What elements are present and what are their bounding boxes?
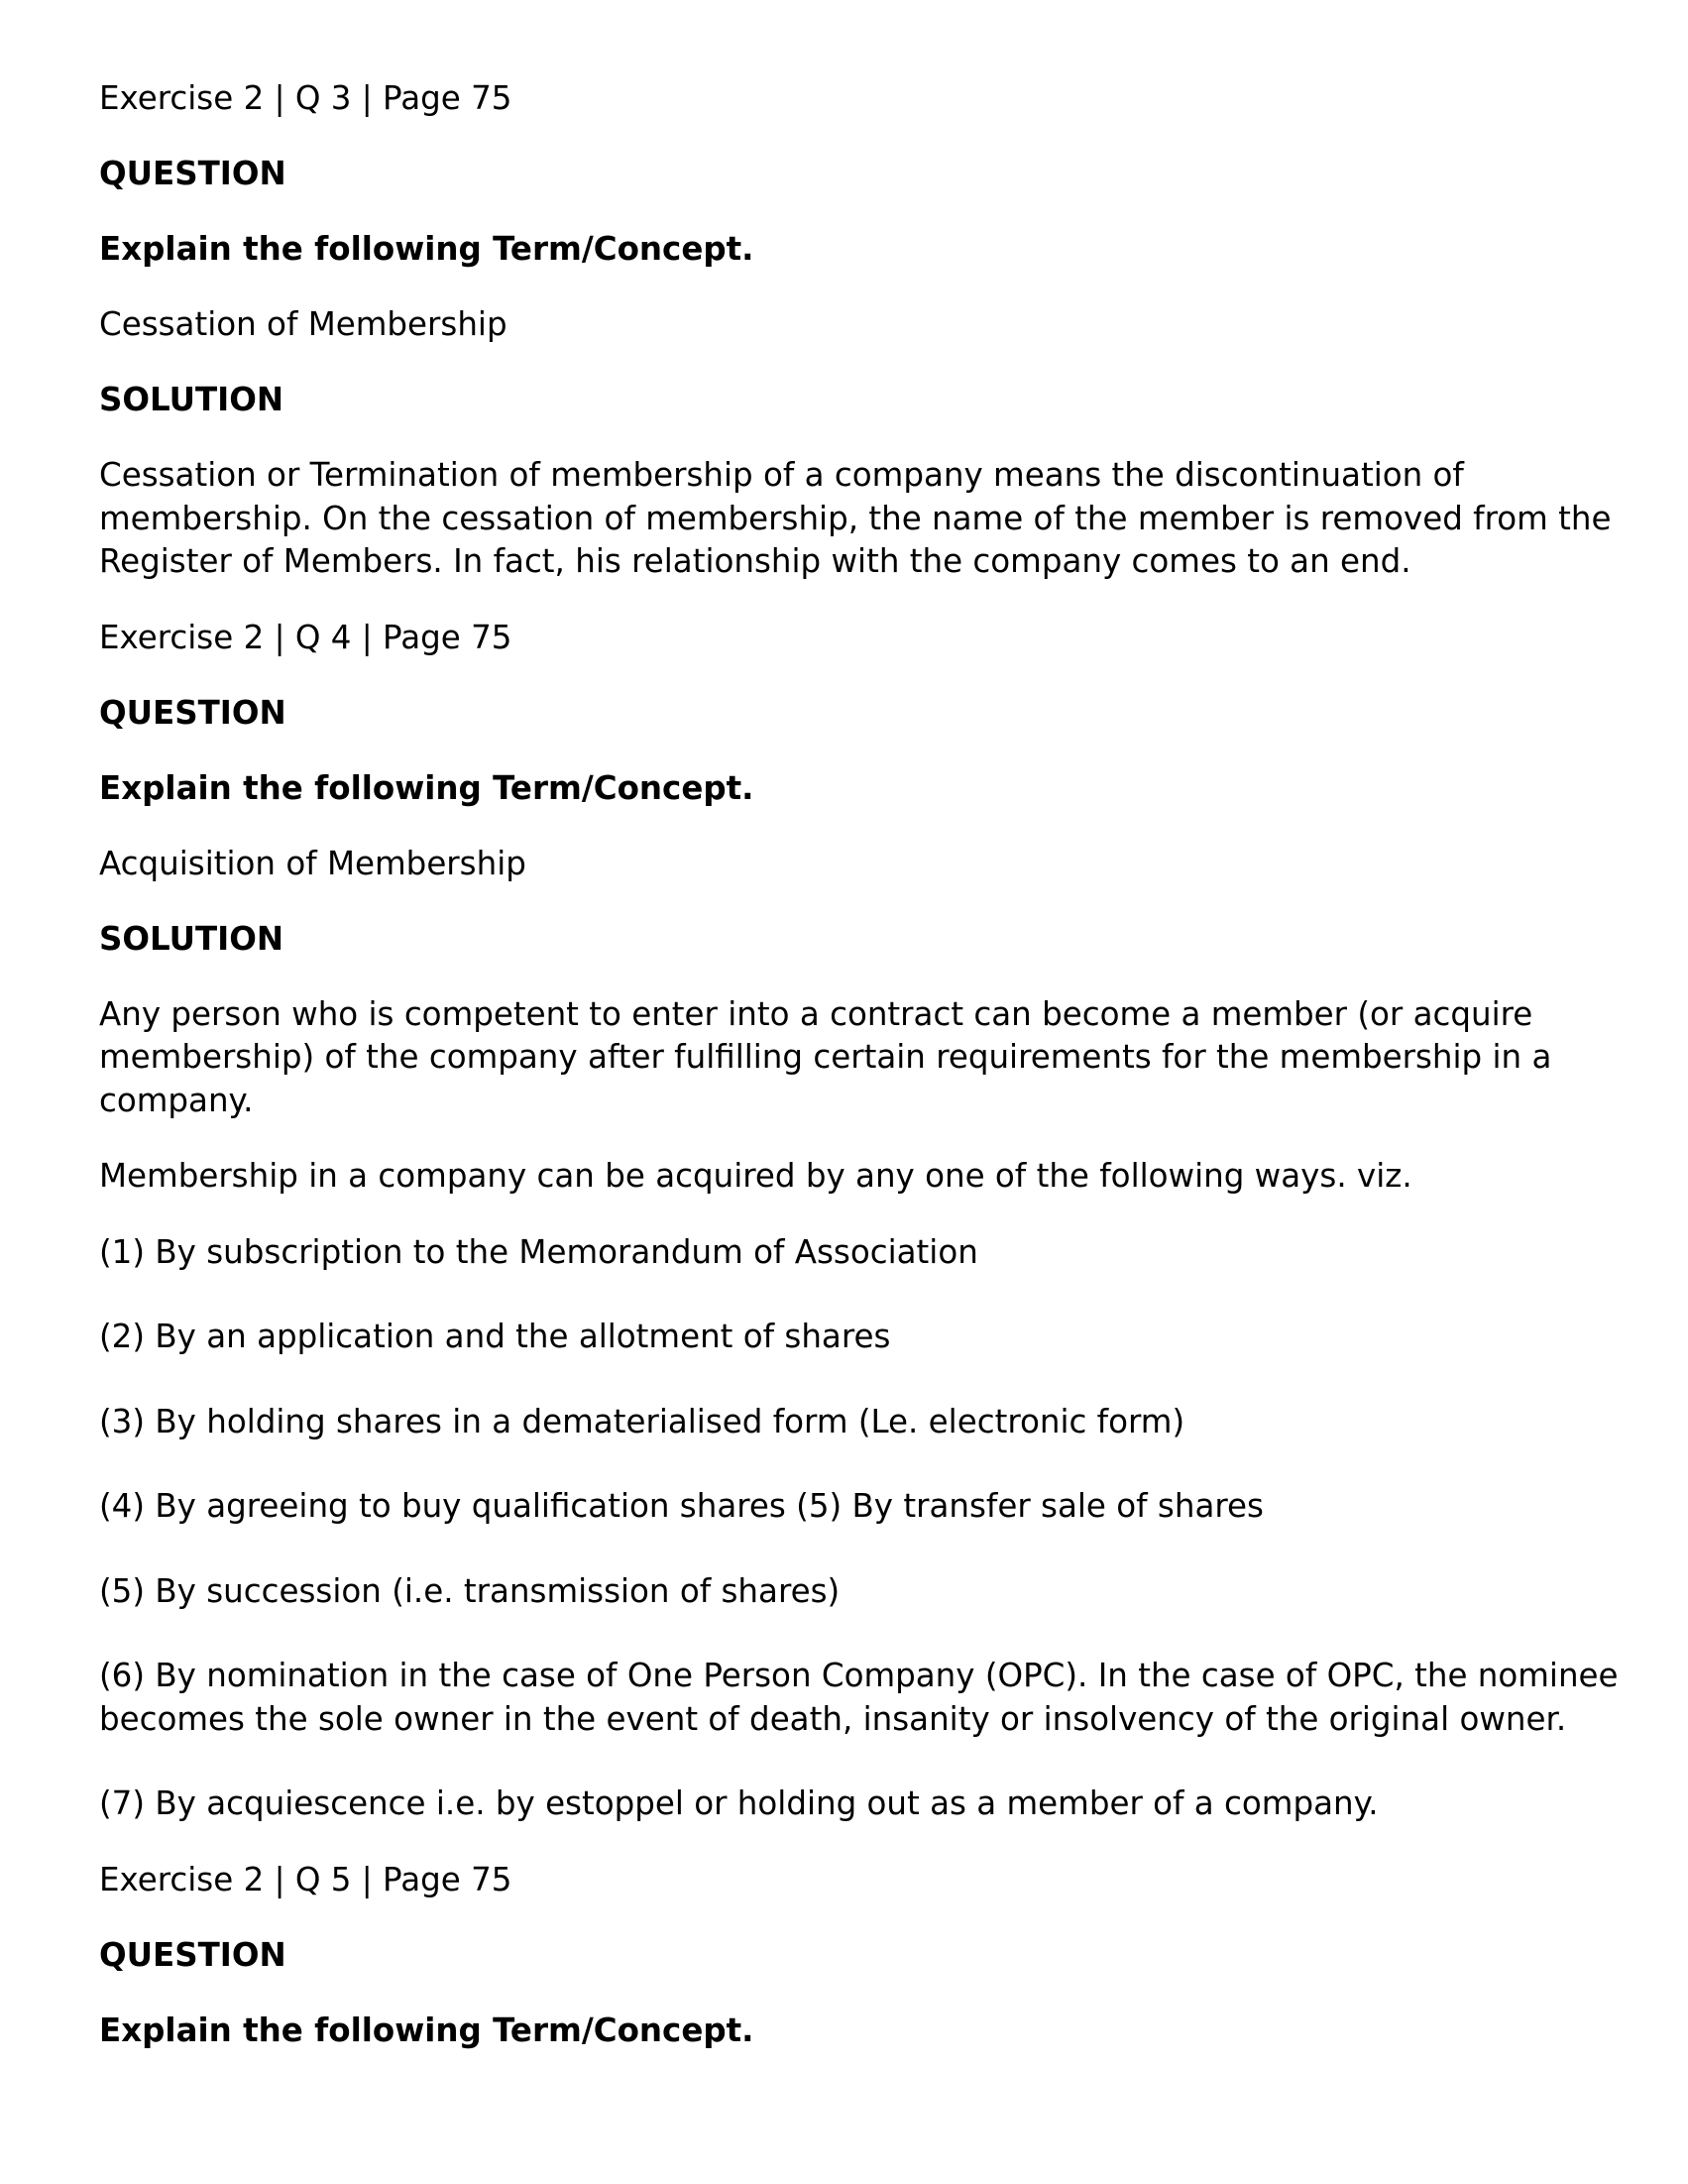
solution-heading: SOLUTION [99,381,284,418]
question-term: Cessation of Membership [99,305,507,343]
solution-paragraph: Cessation or Termination of membership of a company means the discontinuation of membership. On the cessation of membership, the name of the member is removed from the Register of Members. In fact, his relationship with the company comes to an end. [99,456,1612,580]
list-item: (5) By succession (i.e. transmission of shares) [99,1571,841,1610]
solution-heading: SOLUTION [99,919,284,958]
document-page [99,77,1645,2085]
list-item: (2) By an application and the allotment of shares [99,1318,891,1355]
list-item: (4) By agreeing to buy qualification shares (5) By transfer sale of shares [99,1487,1264,1525]
solution-paragraph: Any person who is competent to enter into a contract can become a member (or acquire membership) of the company after fulfilling certain requirements for the membership in a company. [99,994,1552,1119]
list-item: (7) By acquiescence i.e. by estoppel or holding out as a member of a company. [99,1784,1379,1822]
question-prompt: Explain the following Term/Concept. [99,230,754,268]
solution-paragraph: Membership in a company can be acquired by any one of the following ways. viz. [99,1157,1412,1195]
question-term: Acquisition of Membership [99,844,526,882]
question-prompt: Explain the following Term/Concept. [99,768,754,807]
list-item: (1) By subscription to the Memorandum of Association [99,1232,978,1271]
question-heading: QUESTION [99,1935,286,1974]
question-heading: QUESTION [99,693,286,732]
exercise-reference-q4: Exercise 2 | Q 4 | Page 75 [99,618,512,656]
exercise-reference-q5: Exercise 2 | Q 5 | Page 75 [99,1860,512,1898]
question-heading: QUESTION [99,155,286,192]
question-prompt: Explain the following Term/Concept. [99,2011,754,2049]
list-item: (6) By nomination in the case of One Person Company (OPC). In the case of OPC, the nominee becomes the sole owner in the event of death, insanity or insolvency of the original owner. [99,1657,1619,1738]
list-item: (3) By holding shares in a dematerialised form (Le. electronic form) [99,1402,1185,1440]
exercise-reference-q3: Exercise 2 | Q 3 | Page 75 [99,79,512,117]
